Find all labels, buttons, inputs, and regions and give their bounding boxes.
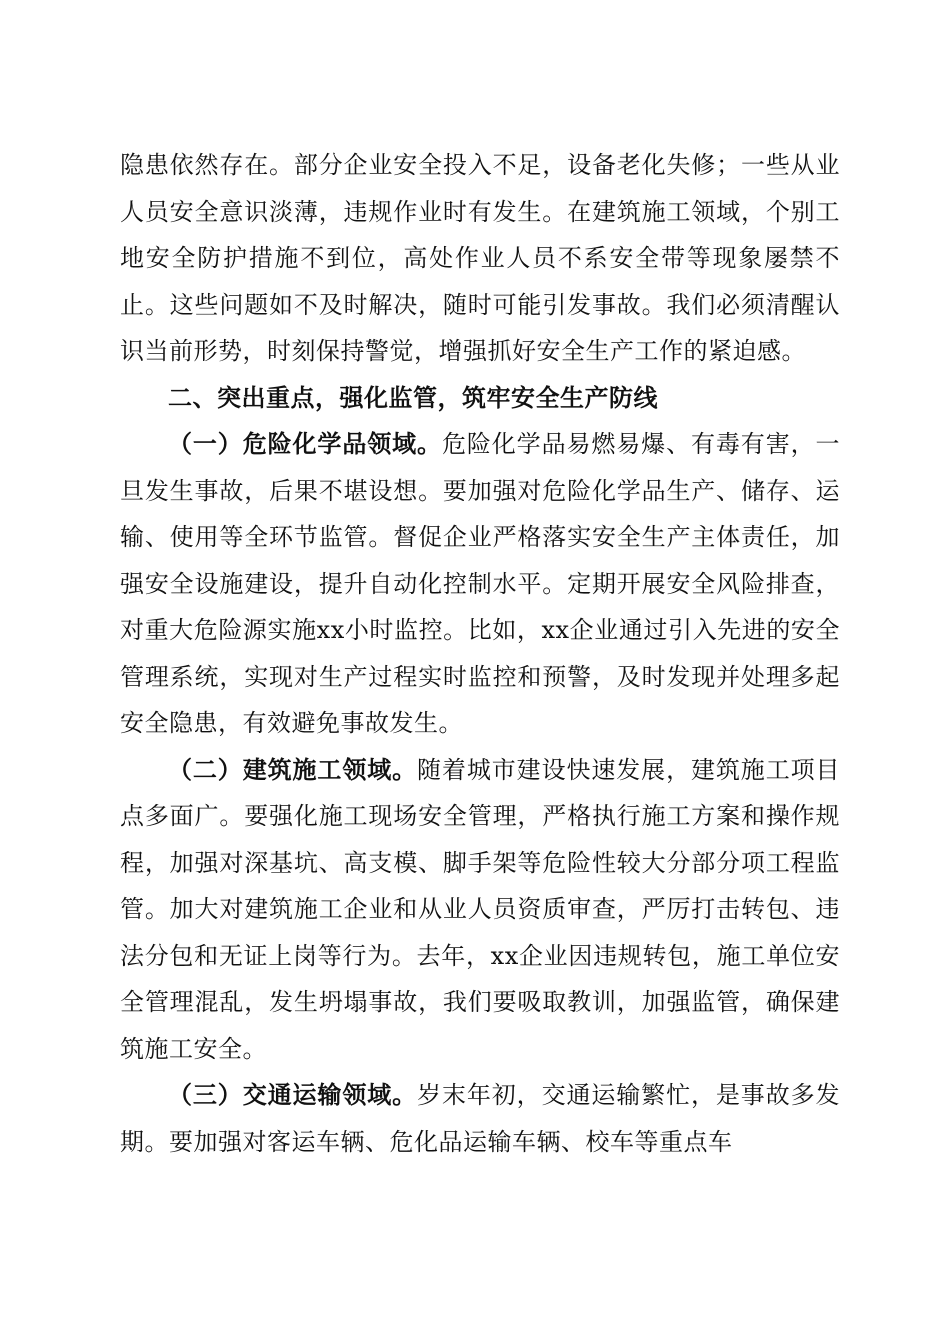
item-construction <box>120 747 840 1073</box>
item-label: （二）建筑施工领域。 <box>168 755 418 784</box>
item-label: （一）危险化学品领域。 <box>168 430 442 458</box>
item-label: （三）交通运输领域。 <box>168 1081 418 1109</box>
section-heading: 二、突出重点，强化监管，筑牢安全生产防线 <box>168 383 658 412</box>
paragraph-continued: 隐患依然存在。部分企业安全投入不足，设备老化失修；一些从业人员安全意识淡薄，违规作业时有发生。在建筑施工领域，个别工地安全防护措施不到位，高处作业人员不系安全带等现象屡禁不止。这些问题如不及时解决，随时可能引发事故。我们必须清醒认识当前形势，时刻保持警觉，增强抓好安全生产工作的紧迫感。 <box>120 151 840 365</box>
item-text: 随着城市建设快速发展，建筑施工项目点多面广。要强化施工现场安全管理，严格执行施工方案和操作规程，加强对深基坑、高支模、脚手架等危险性较大分部分项工程监管。加大对建筑施工企业和从业人员资质审查，严厉打击转包、违法分包和无证上岗等行为。去年，xx企业因违规转包，施工单位安全管理混乱，发生坍塌事故，我们要吸取教训，加强监管，确保建筑施工安全。 <box>120 755 841 1063</box>
item-text: 岁末年初，交通运输繁忙，是事故多发期。要加强对客运车辆、危化品运输车辆、校车等重点车 <box>120 1081 841 1156</box>
document-body <box>120 142 840 1165</box>
item-text: 危险化学品易燃易爆、有毒有害，一旦发生事故，后果不堪设想。要加强对危险化学品生产、储存、运输、使用等全环节监管。督促企业严格落实安全生产主体责任，加强安全设施建设，提升自动化控制水平。定期开展安全风险排查，对重大危险源实施xx小时监控。比如，xx企业通过引入先进的安全管理系统，实现对生产过程实时监控和预警，及时发现并处理多起安全隐患，有效避免事故发生。 <box>120 430 841 737</box>
item-hazardous-chemicals <box>120 421 840 747</box>
item-transportation <box>120 1072 840 1165</box>
